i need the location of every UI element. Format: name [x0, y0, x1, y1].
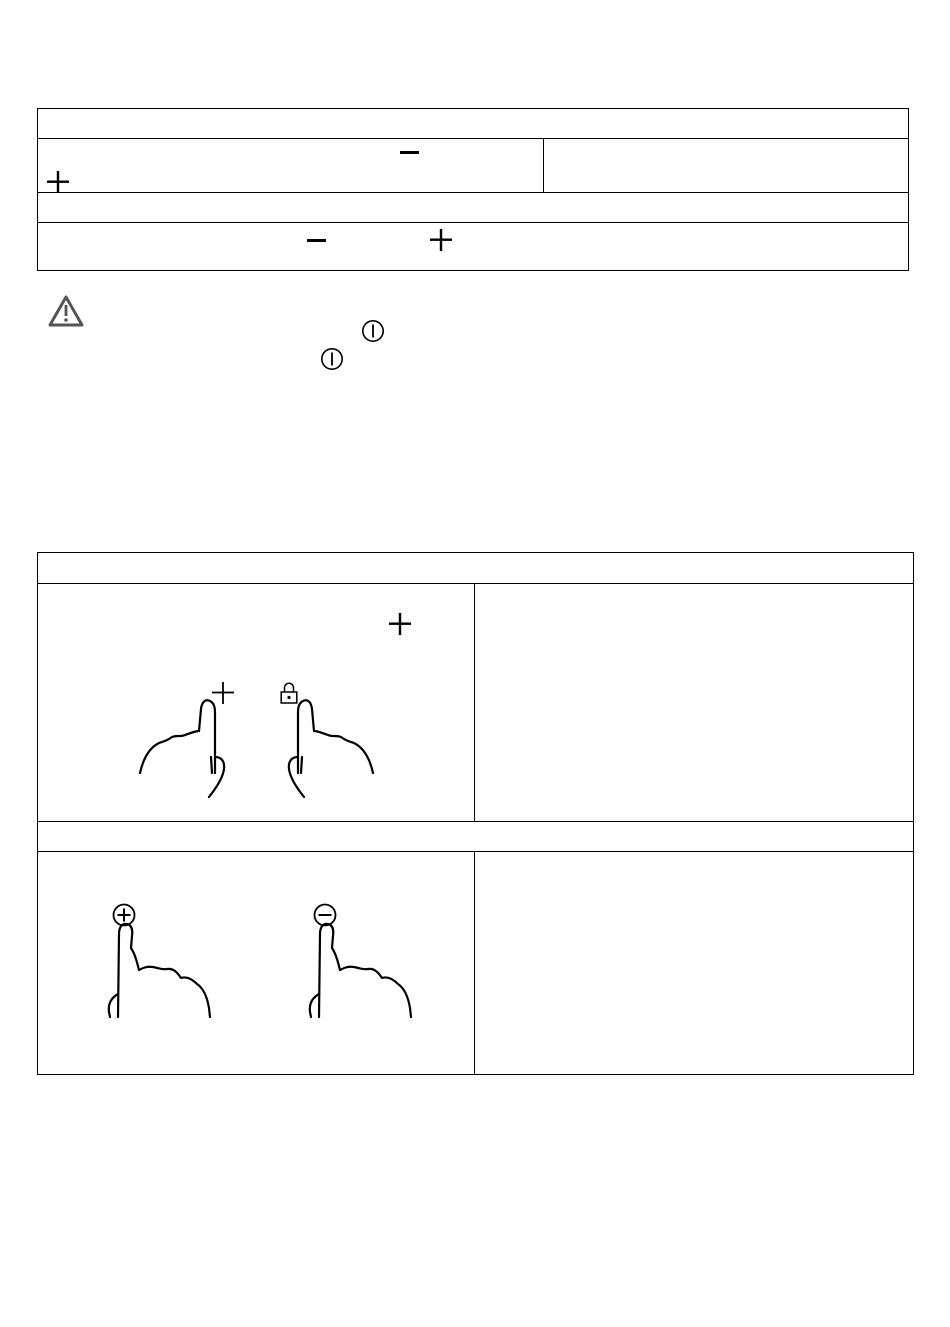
- bottom-table-row-divider: [37, 821, 914, 822]
- plus-icon: [430, 229, 452, 251]
- power-icon: [361, 319, 385, 343]
- bottom-table-column-divider: [474, 583, 475, 821]
- hand-icon: [103, 920, 215, 1020]
- minus-icon: [307, 238, 327, 244]
- hand-icon: [278, 695, 378, 805]
- hand-icon: [135, 695, 235, 805]
- hand-icon: [304, 920, 416, 1020]
- warning-triangle-icon: [47, 294, 85, 328]
- bottom-table-row-divider: [37, 851, 914, 852]
- bottom-table-column-divider: [474, 851, 475, 1075]
- top-table-row-divider: [37, 138, 909, 139]
- power-icon: [320, 347, 344, 371]
- bottom-table-row-divider: [37, 583, 914, 584]
- top-table: [37, 108, 909, 271]
- minus-icon: [400, 150, 420, 156]
- plus-icon: [389, 613, 411, 635]
- top-table-column-divider: [543, 138, 544, 192]
- top-table-row-divider: [37, 192, 909, 193]
- plus-icon: [47, 171, 69, 193]
- top-table-row-divider: [37, 222, 909, 223]
